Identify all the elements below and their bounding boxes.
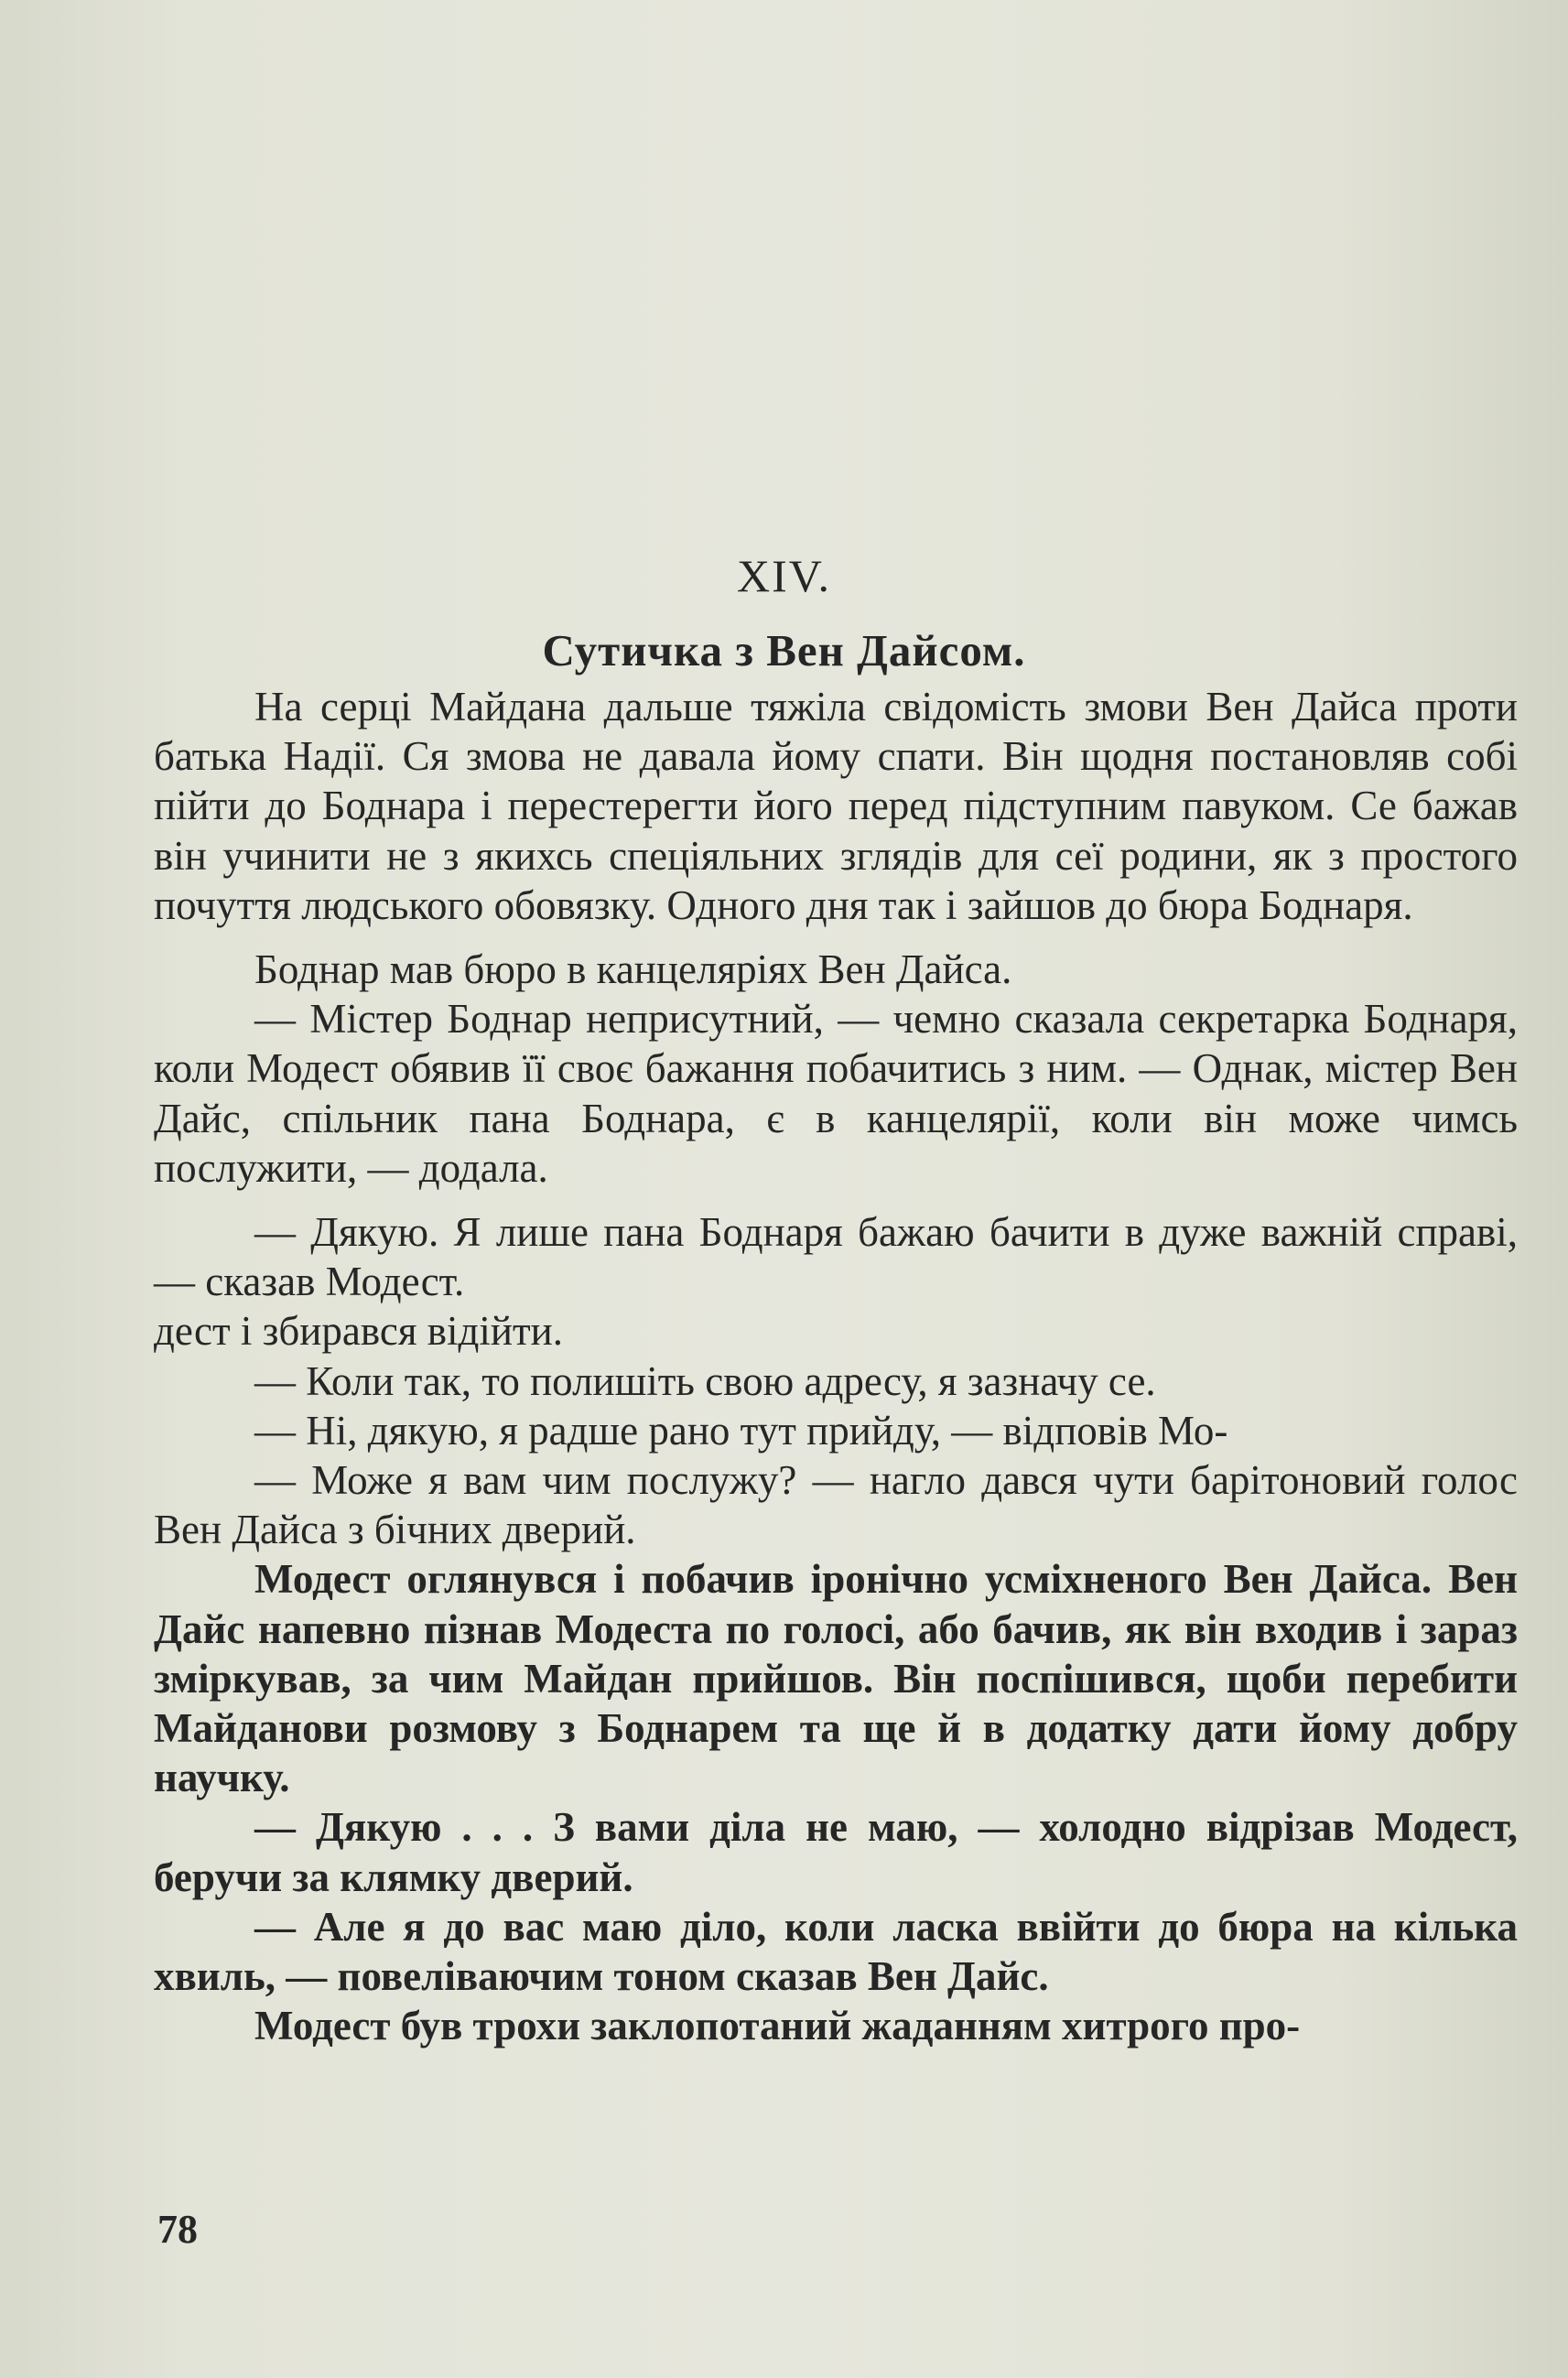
paragraph: — Дякую . . . З вами діла не маю, — холодно відрізав Модест, беручи за клямку дверий.	[154, 1804, 1518, 1900]
paragraph: — Дякую. Я лише пана Боднаря бажаю бачити в дуже важній справі, — сказав Модест.	[154, 1209, 1518, 1305]
chapter-number: XIV.	[737, 550, 831, 601]
paragraph: дест і збирався відійти.	[154, 1308, 563, 1355]
paragraph: Боднар мав бюро в канцеляріях Вен Дайса.	[254, 946, 1012, 993]
paragraph: — Містер Боднар неприсутний, — чемно сказала секретарка Боднаря, коли Модест обявив її своє бажання побачитись з ним. — Однак, містер Вен Дайс, спільник пана Боднара, є в канцелярії, коли він може чимсь послужити, — додала.	[154, 996, 1518, 1191]
body-text	[154, 682, 1518, 2050]
paragraph: — Може я вам чим послужу? — нагло дався чути барітоновий голос Вен Дайса з бічних дверий.	[154, 1457, 1518, 1553]
paragraph: — Коли так, то полишіть свою адресу, я зазначу се.	[254, 1357, 1156, 1404]
paragraph: — Але я до вас маю діло, коли ласка ввійти до бюра на кілька хвиль, — повеліваючим тоном сказав Вен Дайс.	[154, 1903, 1518, 2000]
chapter-title: Сутичка з Вен Дайсом.	[542, 625, 1026, 676]
paragraph: Модест був трохи заклопотаний жаданням хитрого про-	[254, 2003, 1301, 2049]
page-number: 78	[157, 2207, 198, 2252]
paragraph: Модест оглянувся і побачив іронічно усміхненого Вен Дайса. Вен Дайс напевно пізнав Модеста по голосі, або бачив, як він входив і зараз зміркував, за чим Майдан прийшов. Він поспішився, щоби перебити Майданови розмову з Боднарем та ще й в додатку дати йому добру научку.	[154, 1556, 1518, 1801]
paragraph: — Ні, дякую, я радше рано тут прийду, — відповів Мо-	[254, 1407, 1228, 1454]
paragraph: На серці Майдана дальше тяжіла свідомість змови Вен Дайса проти батька Надії. Ся змова не давала йому спати. Він щодня постановляв собі пійти до Боднара і перестерегти його перед підступним павуком. Се бажав він учинити не з якихсь спеціяльних зглядів для сеї родини, як з простого почуття людського обовязку. Одного дня так і зайшов до бюра Боднаря.	[154, 684, 1518, 928]
